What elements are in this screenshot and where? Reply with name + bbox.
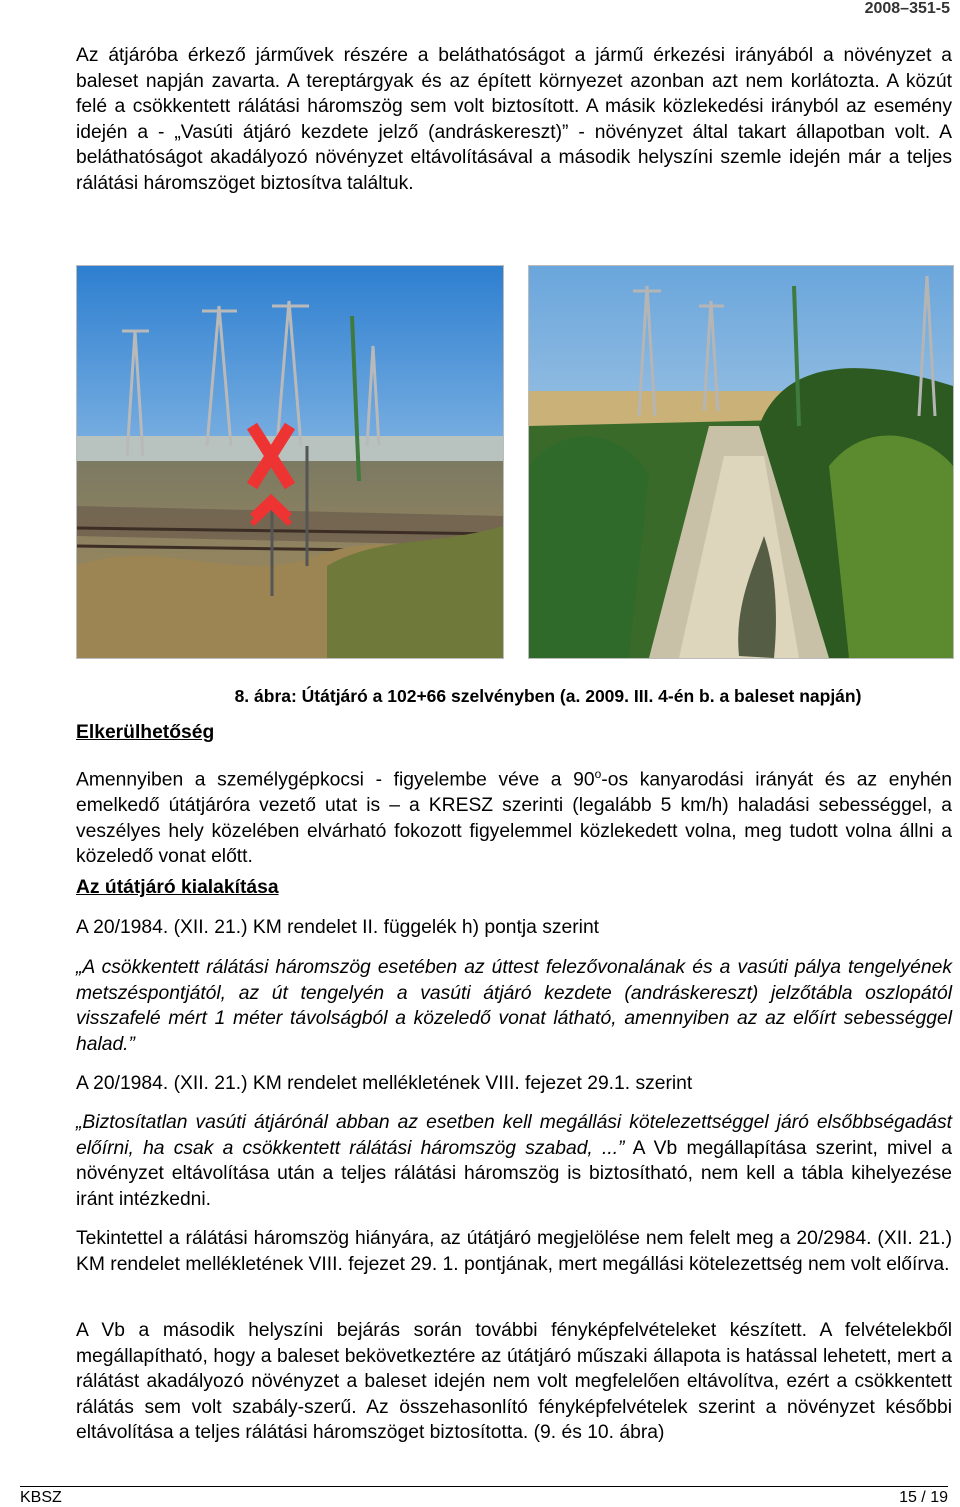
- paragraph-marking: Tekintettel a rálátási háromszög hiányára, az útátjáró megjelölése nem felelt meg a 20/2984. (XII. 21.) KM rendelet mellékletének VIII. fejezet 29. 1. pontjának, mert megállási kötelezettség nem volt előírva.: [76, 1228, 952, 1275]
- quote-1: „A csökkentett rálátási háromszög esetében az úttest felezővonalának és a vasúti pálya tengelyének metszéspontjától, az út tengelyén a vasúti átjáró kezdete (andráskereszt) jelzőtábla oszlopától visszafelé mért 1 méter távolságból a közeledő vonat látható, amennyiben az az előírt sebességgel halad.”: [76, 957, 952, 1055]
- avoidability-text-1: Amennyiben a személygépkocsi - figyelembe véve a 90: [76, 769, 595, 791]
- degree-superscript: o: [594, 767, 602, 781]
- page-number: 15 / 19: [899, 1489, 948, 1506]
- heading-crossing-design: Az útátjáró kialakítása: [76, 877, 279, 898]
- photo-crossing-fog-image: [77, 266, 503, 658]
- photo-crossing-vegetation: [528, 265, 954, 659]
- quote-2-tail: A Vb megállapítása szerint, mivel a növényzet eltávolítása után a teljes rálátási háromszög is biztosítható, nem kell a tábla kihelyezése iránt intézkedni.: [76, 1137, 952, 1210]
- paragraph-avoidability: [76, 762, 952, 870]
- footer-org: KBSZ: [20, 1489, 62, 1506]
- paragraph-intro: Az átjáróba érkező járművek részére a beláthatóságot a jármű érkezési irányából a növényzet a baleset napján zavarta. A tereptárgyak és az épített környezet azonban azt nem korlátozta. A közút felé a csökkentett rálátási háromszög sem volt biztosított. A másik közlekedési irányból az esemény idején a - „Vasúti átjáró kezdete jelző (andráskereszt)” - növényzet által takart állapotban volt. A beláthatóságot akadályozó növényzet eltávolításával a második helyszíni szemle idején már a teljes rálátási háromszöget biztosítva találtuk.: [76, 45, 952, 194]
- paragraph-quote-2: [76, 1110, 952, 1212]
- photo-crossing-fog: [76, 265, 504, 659]
- paragraph-second-inspection: A Vb a második helyszíni bejárás során további fényképfelvételeket készített. A felvételekből megállapítható, hogy a baleset bekövetkeztére az útátjáró műszaki állapota is hatással lehetett, mert a rálátást akadályozó növényzet a baleset idején nem volt megfelelően eltávolítva, ezért a csökkentett rálátás sem volt szabály-szerű. Az összehasonlító fényképfelvételek szerint a növényzet későbbi eltávolítása a teljes rálátási háromszöget biztosította. (9. és 10. ábra): [76, 1320, 952, 1444]
- photo-crossing-vegetation-image: [529, 266, 953, 658]
- quote-2: „Biztosítatlan vasúti átjárónál abban az esetben kell megállási kötelezettséggel járó elsőbbségadást előírni, ha csak a csökkentett rálátási háromszög szabad, ...”: [76, 1112, 952, 1159]
- heading-avoidability: Elkerülhetőség: [76, 722, 215, 743]
- reference-2: A 20/1984. (XII. 21.) KM rendelet mellékletének VIII. fejezet 29.1. szerint: [76, 1073, 693, 1094]
- avoidability-text-2: -os kanyarodási irányát és az enyhén emelkedő útátjáróra vezető utat is – a KRESZ szerinti (legalább 5 km/h) haladási sebességgel, a veszélyes hely közelében elvárható fokozott figyelemmel közlekedett volna, meg tudott volna állni a közeledő vonat előtt.: [76, 769, 952, 868]
- footer-rule: [20, 1486, 948, 1487]
- doc-id: 2008–351-5: [864, 0, 950, 17]
- reference-1: A 20/1984. (XII. 21.) KM rendelet II. függelék h) pontja szerint: [76, 917, 600, 938]
- figure-caption: 8. ábra: Útátjáró a 102+66 szelvényben (a. 2009. III. 4-én b. a baleset napján): [234, 686, 862, 706]
